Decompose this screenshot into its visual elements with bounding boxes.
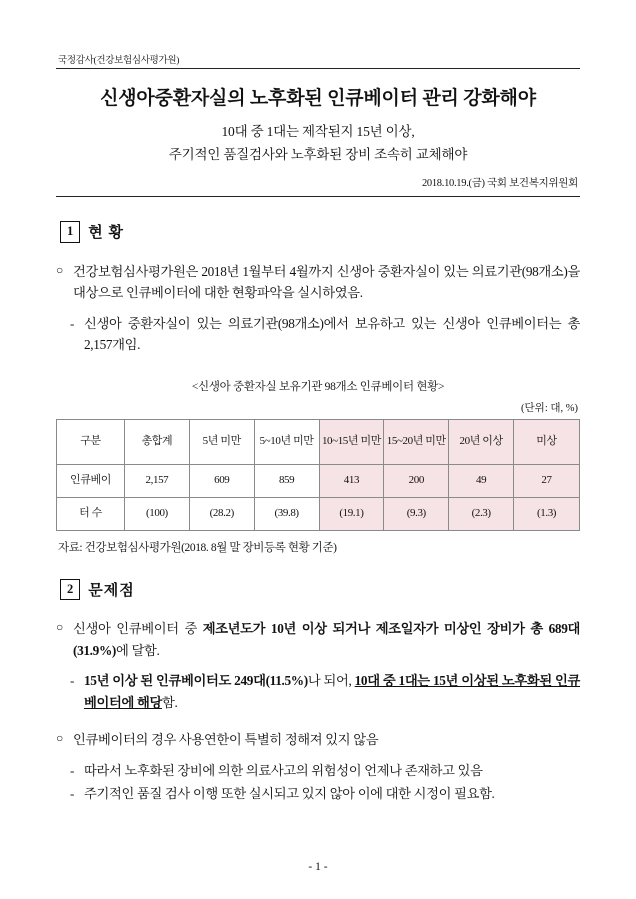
- bullet-marker: ○: [56, 262, 63, 277]
- table-header-cell: 10~15년 미만: [319, 419, 384, 464]
- paragraph: [56, 261, 580, 304]
- paragraph-text: [73, 618, 580, 661]
- table-header-row: [57, 419, 580, 464]
- table-header-cell: 20년 이상: [449, 419, 514, 464]
- text-run-bold-underline: 10대 중 1대는 15년 이상된 노후화된 인큐베이터에 해당: [84, 673, 580, 710]
- bullet-marker: ○: [56, 731, 63, 746]
- paragraph-text: 신생아 중환자실이 있는 의료기관(98개소)에서 보유하고 있는 신생아 인큐베이터는 총 2,157개임.: [84, 315, 580, 353]
- table-cell: (100): [124, 497, 189, 530]
- bullet-marker: -: [70, 762, 74, 778]
- table-cell: 200: [384, 464, 449, 497]
- byline: 2018.10.19.(금) 국회 보건복지위원회: [421, 178, 578, 189]
- table-header-cell: 미상: [514, 419, 580, 464]
- bullet-marker: -: [70, 673, 74, 689]
- table-header-cell: 총합계: [124, 419, 189, 464]
- paragraph: [56, 760, 580, 782]
- table-cell: (2.3): [449, 497, 514, 530]
- text-run-bold: 15년 이상 된 인큐베이터도 249대(11.5%): [84, 673, 308, 689]
- table-row-label: 터 수: [57, 497, 125, 530]
- table-unit-note: (단위: 대, %): [521, 402, 578, 414]
- spacer: [56, 715, 580, 729]
- section-number-2: 2: [60, 579, 80, 601]
- paragraph-text: 인큐베이터의 경우 사용연한이 특별히 정해져 있지 않음: [73, 732, 379, 748]
- text-run-bold: 제조년도가 10년 이상 되거나 제조일자가 미상인 장비가 총 689대(31.9%): [73, 621, 580, 658]
- table-row-label: 인큐베이: [57, 464, 125, 497]
- bullet-marker: ○: [56, 620, 63, 635]
- subtitle-line-2: 주기적인 품질검사와 노후화된 장비 조속히 교체해야: [168, 147, 468, 162]
- text-run: 함.: [161, 694, 178, 710]
- table-cell: 49: [449, 464, 514, 497]
- table-header-cell: 15~20년 미만: [384, 419, 449, 464]
- table-header-cell: 구분: [57, 419, 125, 464]
- paragraph-text: 건강보험심사평가원은 2018년 1월부터 4월까지 신생아 중환자실이 있는 의료기관(98개소)을 대상으로 인큐베이터에 대한 현황파악을 실시하였음.: [73, 263, 580, 301]
- paragraph: [56, 670, 580, 713]
- incubator-status-table: [56, 419, 580, 531]
- table-cell: 859: [254, 464, 319, 497]
- bullet-marker: -: [70, 786, 74, 802]
- table-cell: (39.8): [254, 497, 319, 530]
- table-source-note: 자료: 건강보험심사평가원(2018. 8월 말 장비등록 현황 기준): [58, 541, 337, 554]
- table-cell: (28.2): [189, 497, 254, 530]
- text-run: 나 되어,: [307, 673, 355, 689]
- table-cell: 27: [514, 464, 580, 497]
- table-row: [57, 464, 580, 497]
- paragraph: [56, 313, 580, 356]
- paragraph: [56, 783, 580, 805]
- section-title-1: 현 황: [88, 225, 124, 242]
- bullet-marker: -: [70, 315, 74, 331]
- table-caption: <신생아 중환자실 보유기관 98개소 인큐베이터 현황>: [191, 380, 445, 393]
- table-cell: (9.3): [384, 497, 449, 530]
- table-cell: 609: [189, 464, 254, 497]
- section-title-2: 문제점: [88, 582, 135, 599]
- text-run: 에 달함.: [115, 642, 160, 658]
- table-header-cell: 5년 미만: [189, 419, 254, 464]
- table-cell: 413: [319, 464, 384, 497]
- table-header-cell: 5~10년 미만: [254, 419, 319, 464]
- paragraph-text: 따라서 노후화된 장비에 의한 의료사고의 위험성이 언제나 존재하고 있음: [84, 762, 483, 778]
- table-cell: (19.1): [319, 497, 384, 530]
- paragraph-text: 주기적인 품질 검사 이행 또한 실시되고 있지 않아 이에 대한 시정이 필요함.: [84, 786, 495, 802]
- section-heading-2: [60, 579, 580, 601]
- text-run: 신생아 인큐베이터 중: [73, 621, 203, 637]
- byline-divider: [56, 196, 580, 197]
- paragraph-text: [84, 670, 580, 713]
- paragraph: [56, 729, 580, 751]
- header-divider: [56, 68, 580, 69]
- subtitle-line-1: 10대 중 1대는 제작된지 15년 이상,: [221, 124, 415, 139]
- document-kicker: 국정감사(건강보험심사평가원): [58, 56, 180, 66]
- paragraph: [56, 618, 580, 661]
- page-number: - 1 -: [308, 861, 328, 873]
- section-number-1: 1: [60, 221, 80, 243]
- table-row: [57, 497, 580, 530]
- table-cell: (1.3): [514, 497, 580, 530]
- table-cell: 2,157: [124, 464, 189, 497]
- page-title: 신생아중환자실의 노후화된 인큐베이터 관리 강화해야: [100, 88, 536, 109]
- section-heading-1: [60, 221, 580, 243]
